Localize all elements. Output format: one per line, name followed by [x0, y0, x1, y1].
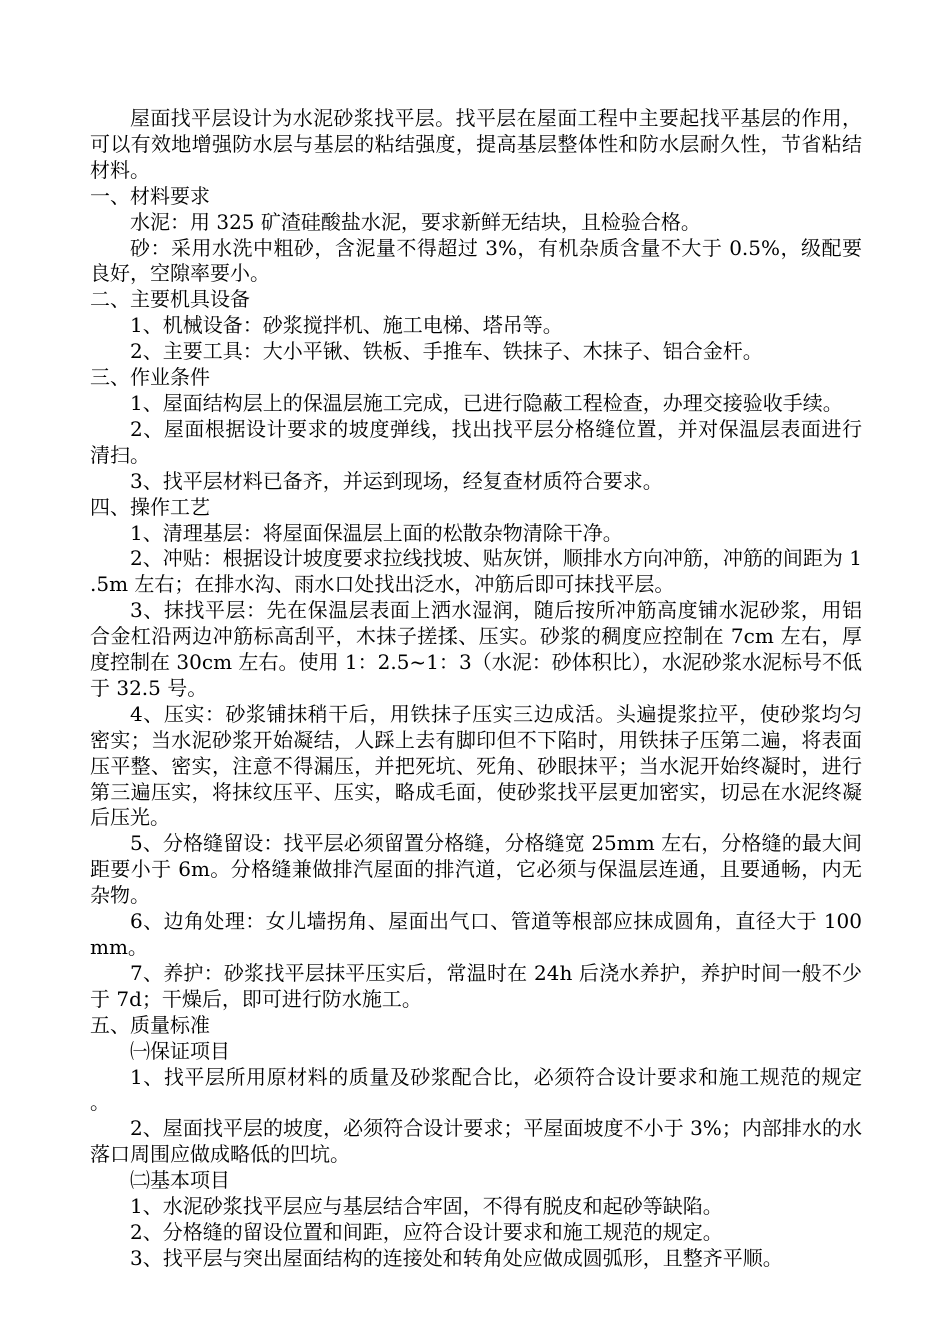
subheading-basic-items: ㈡基本项目: [130, 1168, 230, 1193]
intro-paragraph: 屋面找平层设计为水泥砂浆找平层。找平层在屋面工程中主要起找平基层的作用，可以有效地增强防水层与基层的粘结强度，提高基层整体性和防水层耐久性，节省粘结材料。: [90, 106, 862, 182]
paragraph-basic-2: 2、分格缝的留设位置和间距，应符合设计要求和施工规范的规定。: [130, 1219, 723, 1244]
paragraph-guaranteed-1: 1、找平层所用原材料的质量及砂浆配合比，必须符合设计要求和施工规范的规定。: [90, 1064, 862, 1115]
paragraph-process-3: 3、抹找平层：先在保温层表面上洒水湿润，随后按所冲筋高度铺水泥砂浆，用铝合金杠沿两边冲筋标高刮平，木抹子搓揉、压实。砂浆的稠度应控制在 7cm 左右，厚度控制在 30cm 左右。使用 1：2.5~1：3（水泥：砂体积比），水泥砂浆水泥标号不低于 32.5 号。: [90, 598, 862, 700]
paragraph-condition-2: 2、屋面根据设计要求的坡度弹线，找出找平层分格缝位置，并对保温层表面进行清扫。: [90, 416, 862, 467]
paragraph-basic-1: 1、水泥砂浆找平层应与基层结合牢固，不得有脱皮和起砂等缺陷。: [130, 1194, 723, 1219]
paragraph-process-5: 5、分格缝留设：找平层必须留置分格缝，分格缝宽 25mm 左右，分格缝的最大间距要小于 6m。分格缝兼做排汽屋面的排汽道，它必须与保温层连通，且要通畅，内无杂物。: [90, 831, 862, 908]
paragraph-machinery: 1、机械设备：砂浆搅拌机、施工电梯、塔吊等。: [130, 313, 563, 338]
section-heading-process: 四、操作工艺: [90, 494, 210, 519]
section-heading-quality: 五、质量标准: [90, 1012, 210, 1037]
section-heading-materials: 一、材料要求: [90, 183, 210, 208]
paragraph-process-2: 2、冲贴：根据设计坡度要求拉线找坡、贴灰饼，顺排水方向冲筋，冲筋的间距为 1.5m 左右；在排水沟、雨水口处找出泛水，冲筋后即可抹找平层。: [90, 546, 862, 597]
paragraph-sand: 砂：采用水洗中粗砂，含泥量不得超过 3%，有机杂质含量不大于 0.5%，级配要良好，空隙率要小。: [90, 235, 862, 286]
paragraph-condition-3: 3、找平层材料已备齐，并运到现场，经复查材质符合要求。: [130, 468, 663, 493]
paragraph-tools: 2、主要工具：大小平锹、铁板、手推车、铁抹子、木抹子、铝合金杆。: [130, 339, 763, 364]
paragraph-condition-1: 1、屋面结构层上的保温层施工完成，已进行隐蔽工程检查，办理交接验收手续。: [130, 390, 843, 415]
paragraph-cement: 水泥：用 325 矿渣硅酸盐水泥，要求新鲜无结块，且检验合格。: [130, 209, 701, 234]
paragraph-guaranteed-2: 2、屋面找平层的坡度，必须符合设计要求；平屋面坡度不小于 3%；内部排水的水落口周围应做成略低的凹坑。: [90, 1116, 862, 1167]
section-heading-equipment: 二、主要机具设备: [90, 287, 250, 312]
paragraph-basic-3: 3、找平层与突出屋面结构的连接处和转角处应做成圆弧形，且整齐平顺。: [130, 1245, 783, 1270]
paragraph-process-7: 7、养护：砂浆找平层抹平压实后，常温时在 24h 后浇水养护，养护时间一般不少于 7d；干燥后，即可进行防水施工。: [90, 960, 862, 1011]
section-heading-conditions: 三、作业条件: [90, 365, 210, 390]
subheading-guaranteed-items: ㈠保证项目: [130, 1038, 230, 1063]
paragraph-process-1: 1、清理基层：将屋面保温层上面的松散杂物清除干净。: [130, 520, 623, 545]
paragraph-process-4: 4、压实：砂浆铺抹稍干后，用铁抹子压实三边成活。头遍提浆拉平，使砂浆均匀密实；当水泥砂浆开始凝结，人踩上去有脚印但不下陷时，用铁抹子压第二遍，将表面压平整、密实，注意不得漏压，并把死坑、死角、砂眼抹平；当水泥开始终凝时，进行第三遍压实，将抹纹压平、压实，略成毛面，使砂浆找平层更加密实，切忌在水泥终凝后压光。: [90, 701, 862, 830]
paragraph-process-6: 6、边角处理：女儿墙拐角、屋面出气口、管道等根部应抹成圆角，直径大于 100mm。: [90, 909, 862, 959]
document-body: [90, 106, 862, 1272]
